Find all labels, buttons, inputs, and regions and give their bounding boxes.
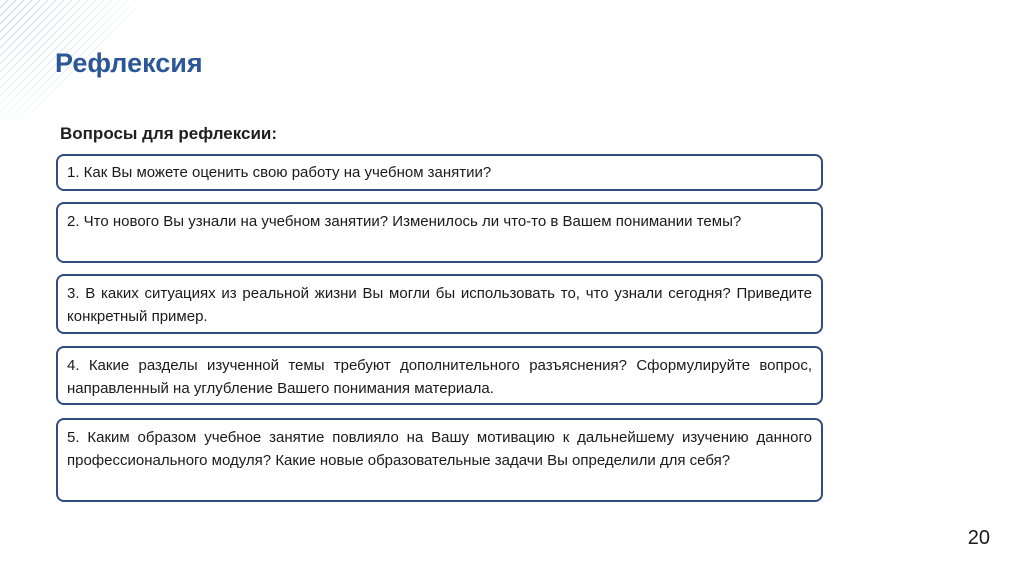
question-box-4: 4. Какие разделы изученной темы требуют дополнительного разъяснения? Сформулируйте вопрос, направленный на углубление Вашего понимания материала. <box>56 346 823 405</box>
slide-title: Рефлексия <box>55 48 203 78</box>
question-box-3: 3. В каких ситуациях из реальной жизни Вы могли бы использовать то, что узнали сегодня? Приведите конкретный пример. <box>56 274 823 334</box>
question-box-1: 1. Как Вы можете оценить свою работу на учебном занятии? <box>56 154 823 191</box>
question-box-2: 2. Что нового Вы узнали на учебном занятии? Изменилось ли что-то в Вашем понимании темы? <box>56 202 823 263</box>
question-box-5: 5. Каким образом учебное занятие повлияло на Вашу мотивацию к дальнейшему изучению данного профессионального модуля? Какие новые образовательные задачи Вы определили для себя? <box>56 418 823 502</box>
page-number: 20 <box>967 527 990 549</box>
questions-heading: Вопросы для рефлексии: <box>60 124 278 143</box>
